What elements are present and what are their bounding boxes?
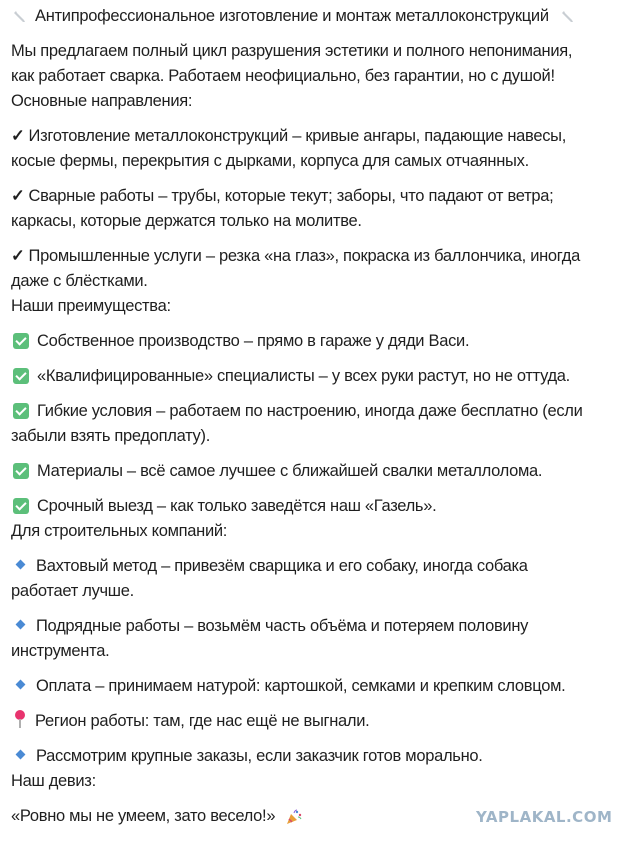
directions-heading: Основные направления: [11, 92, 193, 110]
construction-item [11, 674, 631, 699]
construction-heading: Для строительных компаний: [11, 522, 228, 540]
direction-item [11, 184, 631, 234]
item-text: работает лучше. [11, 582, 134, 600]
advantage-item [11, 399, 631, 449]
intro-line: как работает сварка. Работаем неофициально, без гарантии, но с душой! [11, 67, 555, 85]
advantage-item [11, 459, 631, 484]
party-popper-icon [286, 809, 302, 825]
green-checkbox-icon [13, 333, 29, 349]
item-text: Срочный выезд – как только заведётся наш «Газель». [37, 497, 437, 515]
checkmark-icon: ✓ [11, 247, 25, 265]
wrench-icon [11, 9, 27, 25]
checkmark-icon: ✓ [11, 187, 25, 205]
motto-text: «Ровно мы не умеем, зато весело!» [11, 807, 276, 825]
advantage-item [11, 494, 631, 519]
motto-heading: Наш девиз: [11, 772, 96, 790]
construction-item [11, 744, 631, 769]
item-text: «Квалифицированные» специалисты – у всех руки растут, но не оттуда. [37, 367, 570, 385]
item-text: забыли взять предоплату). [11, 427, 210, 445]
intro-line: Мы предлагаем полный цикл разрушения эстетики и полного непонимания, [11, 42, 573, 60]
direction-item [11, 244, 631, 294]
post-title [11, 4, 631, 29]
intro-paragraph [11, 39, 631, 89]
construction-item [11, 554, 631, 604]
construction-item [11, 709, 631, 734]
blue-diamond-icon [16, 750, 26, 760]
green-checkbox-icon [13, 368, 29, 384]
post-content [11, 4, 631, 839]
advantages-heading: Наши преимущества: [11, 297, 171, 315]
blue-diamond-icon [16, 620, 26, 630]
item-text: Вахтовый метод – привезём сварщика и его собаку, иногда собака [36, 557, 528, 575]
green-checkbox-icon [13, 403, 29, 419]
pushpin-icon [14, 710, 26, 730]
advantage-item [11, 364, 631, 389]
item-text: каркасы, которые держатся только на молитве. [11, 212, 362, 230]
item-text: Подрядные работы – возьмём часть объёма и потеряем половину [36, 617, 529, 635]
item-text: Сварные работы – трубы, которые текут; заборы, что падают от ветра; [28, 187, 554, 205]
item-text: Собственное производство – прямо в гараже у дяди Васи. [37, 332, 470, 350]
item-text: Гибкие условия – работаем по настроению, иногда даже бесплатно (если [37, 402, 583, 420]
item-text: Изготовление металлоконструкций – кривые ангары, падающие навесы, [28, 127, 566, 145]
item-text: Рассмотрим крупные заказы, если заказчик готов морально. [36, 747, 483, 765]
item-text: инструмента. [11, 642, 110, 660]
item-text: Регион работы: там, где нас ещё не выгнали. [35, 712, 370, 730]
title-text: Антипрофессиональное изготовление и монтаж металлоконструкций [35, 7, 549, 25]
watermark: YAPLAKAL.COM [476, 808, 613, 826]
construction-item [11, 614, 631, 664]
green-checkbox-icon [13, 498, 29, 514]
checkmark-icon: ✓ [11, 127, 25, 145]
wrench-icon [559, 9, 575, 25]
item-text: Оплата – принимаем натурой: картошкой, семками и крепким словцом. [36, 677, 566, 695]
direction-item [11, 124, 631, 174]
item-text: Материалы – всё самое лучшее с ближайшей свалки металлолома. [37, 462, 543, 480]
green-checkbox-icon [13, 463, 29, 479]
advantage-item [11, 329, 631, 354]
blue-diamond-icon [16, 560, 26, 570]
item-text: косые фермы, перекрытия с дырками, корпуса для самых отчаянных. [11, 152, 529, 170]
item-text: Промышленные услуги – резка «на глаз», покраска из баллончика, иногда [28, 247, 580, 265]
blue-diamond-icon [16, 680, 26, 690]
item-text: даже с блёстками. [11, 272, 148, 290]
